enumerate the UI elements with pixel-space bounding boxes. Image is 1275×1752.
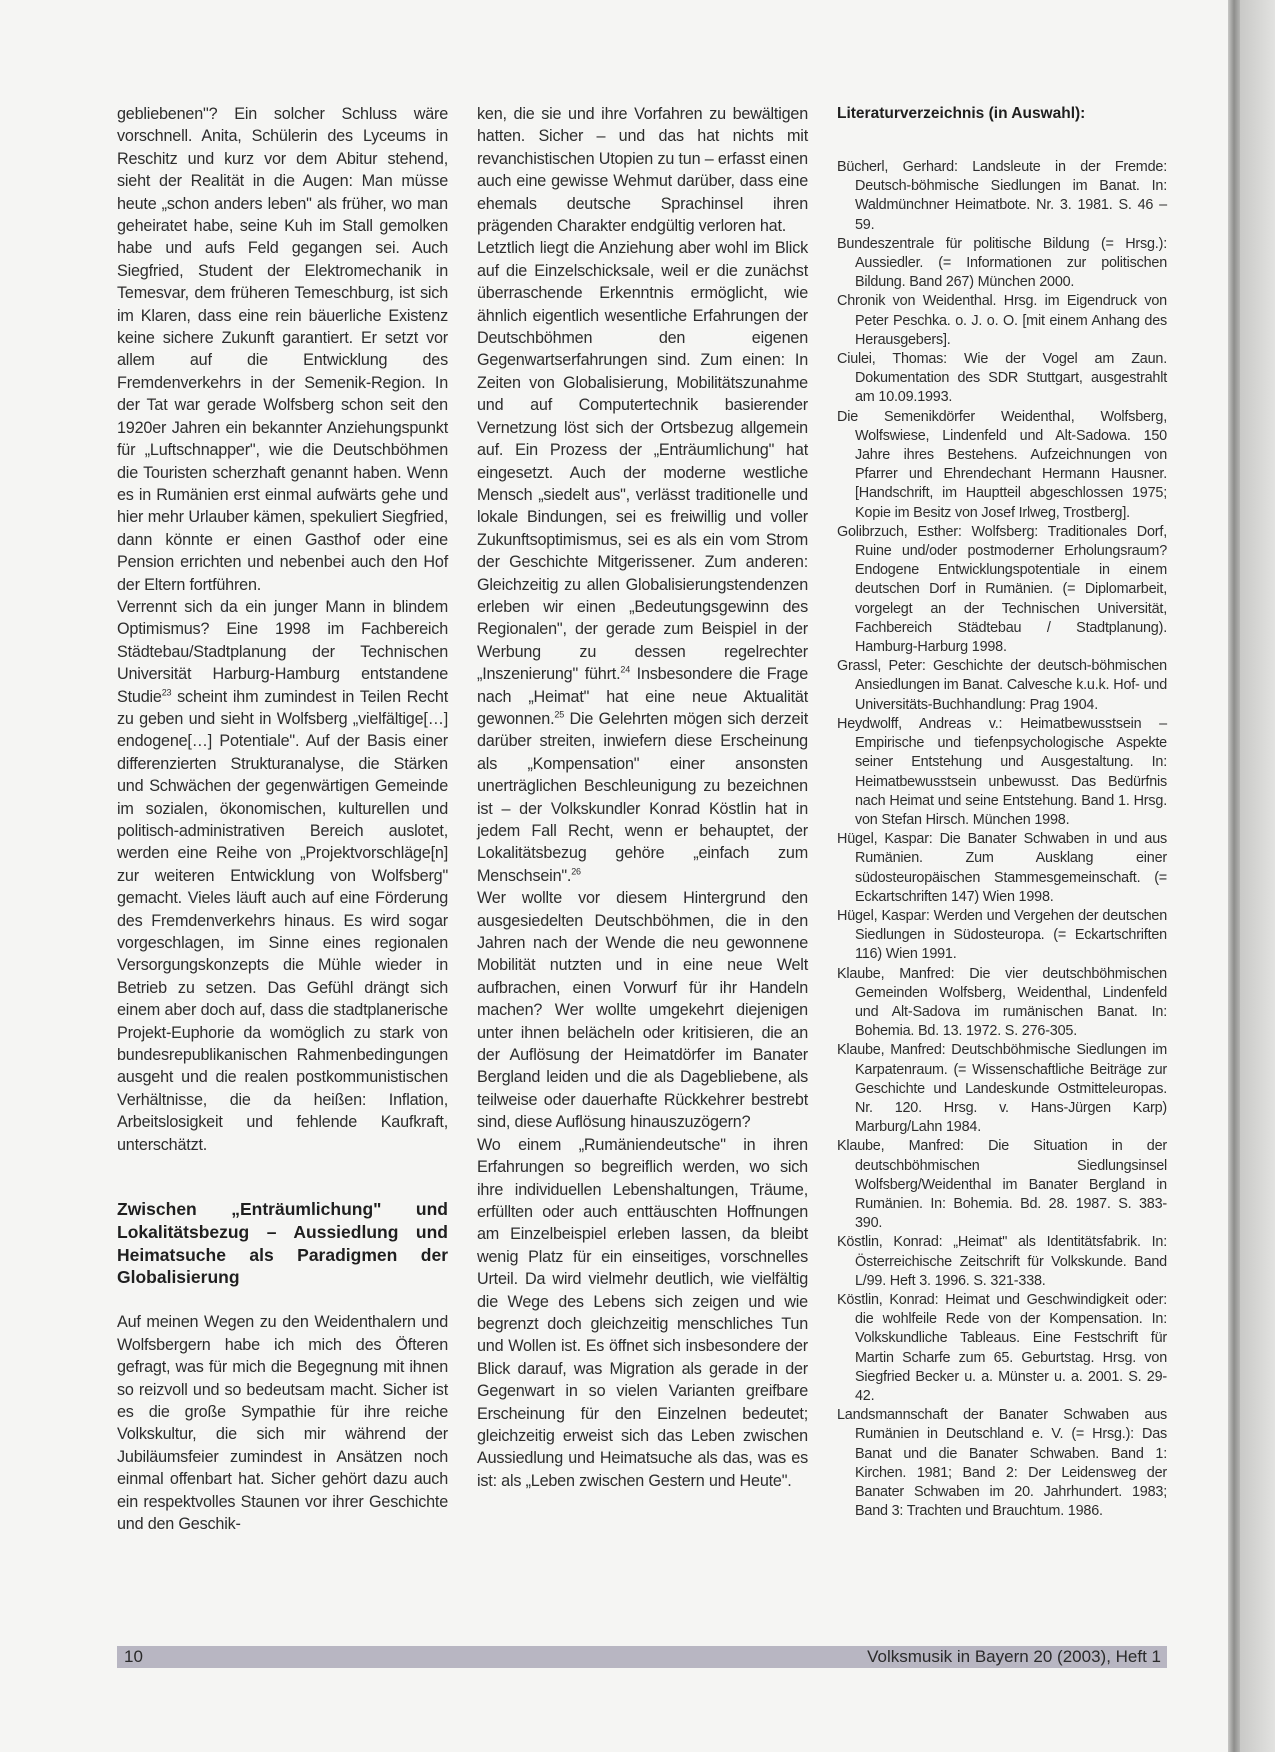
paragraph: gebliebenen"? Ein solcher Schluss wäre vorschnell. Anita, Schülerin des Lyceums in Reschitz und kurz vor dem Abitur stehend, sieht der Realität in die Augen: Man müsse heute „schon anders leben" als früher, wo man geheiratet habe, seine Kuh im Stall gemolken habe und aufs Feld gegangen sei. Auch Siegfried, Student der Elektromechanik in Temesvar, dem früheren Temeschburg, ist sich im Klaren, dass eine rein bäuerliche Existenz keine sichere Zukunft garantiert. Er setzt vor allem auf die Entwicklung des Fremdenverkehrs in der Semenik-Region. In der Tat war gerade Wolfsberg schon seit den 1920er Jahren ein bekannter Anziehungspunkt für „Luftschnapper", wie die Deutschböhmen die Touristen scherzhaft genannt haben. Wenn es in Rumänien erst einmal aufwärts gehe und hier mehr Urlauber kämen, spekuliert Siegfried, dann könnte er einen Gasthof oder eine Pension errichten und nebenbei auch den Hof der Eltern fortführen. (117, 105, 448, 594)
paragraph-text: scheint ihm zumindest in Teilen Recht zu geben und sieht in Wolfsberg „vielfältige[…] endogene[…] Potentiale". Auf der Basis einer differenzierten Strukturanalyse, die Stärken und Schwächen der gegenwärtigen Gemeinde im sozialen, ökonomischen, kulturellen und politisch-administrativen Bereich auslotet, werden eine Reihe von „Projektvorschläge[n] zur weiteren Entwicklung von Wolfsberg" gemacht. Vieles läuft auch auf eine Förderung des Fremdenverkehrs hinaus. Es wird sogar vorgeschlagen, im Sinne eines regionalen Versorgungskonzepts die Mühle wieder in Betrieb zu setzen. Das Gefühl drängt sich einem aber doch auf, dass die stadtplanerische Projekt-Euphorie da womöglich zu stark von bundesrepublikanischen Rahmenbedingungen ausgeht und die realen postkommunistischen Verhältnisse, die da heißen: Inflation, Arbeitslosigkeit und fehlende Kaufkraft, unterschätzt. (117, 687, 448, 1154)
footnote-ref: 23 (161, 687, 172, 698)
bibliography-entry: Hügel, Kaspar: Die Banater Schwaben in und aus Rumänien. Zum Ausklang einer südosteuropäischen Stammesgemeinschaft. (= Eckartschriften 147) Wien 1998. (837, 831, 1167, 905)
bibliography-entry: Golibrzuch, Esther: Wolfsberg: Traditionales Dorf, Ruine und/oder postmoderner Erholungsraum? Endogene Entwicklungspotentiale in einem deutschen Dorf in Rumänien. (= Diplomarbeit, vorgelegt an der Technischen Universität, Fachbereich Städtebau / Stadtplanung). Hamburg-Harburg 1998. (837, 523, 1167, 656)
bibliography-entry: Die Semenikdörfer Weidenthal, Wolfsberg, Wolfswiese, Lindenfeld und Alt-Sadowa. 150 Jahre ihres Bestehens. Aufzeichnungen von Pfarrer und Ehrendechant Hermann Hausner. [Handschrift, im Hauptteil abgeschlossen 1975; Kopie im Besitz von Josef Irlweg, Trostberg]. (837, 408, 1167, 521)
paragraph (477, 237, 808, 887)
bibliography-entry: Köstlin, Konrad: „Heimat" als Identitätsfabrik. In: Österreichische Zeitschrift für Volkskunde. Band L/99. Heft 3. 1996. S. 321-338. (837, 1234, 1167, 1289)
bibliography-entry: Hügel, Kaspar: Werden und Vergehen der deutschen Siedlungen in Südosteuropa. (= Eckartschriften 116) Wien 1991. (837, 907, 1167, 963)
paragraph-text: Insbesondere die Frage nach „Heimat" hat eine neue Aktualität gewonnen. (477, 665, 808, 728)
paragraph: Wer wollte vor diesem Hintergrund den ausgesiedelten Deutschböhmen, die in den Jahren nach der Wende die neu gewonnene Mobilität nutzten und in eine neue Welt aufbrachen, einen Vorwurf für ihr Handeln machen? Wer wollte umgekehrt diejenigen unter ihnen belächeln oder kritisieren, die an der Auflösung der Heimatdörfer im Banater Bergland leiden und die als Dagebliebene, als teilweise oder dauerhafte Rückkehrer bestrebt sind, diese Auflösung hinauszuzögern? (477, 889, 808, 1132)
page-footer (117, 1646, 1167, 1668)
paragraph: ken, die sie und ihre Vorfahren zu bewältigen hatten. Sicher – und das hat nichts mit revanchistischen Utopien zu tun – erfasst einen auch eine gewisse Wehmut darüber, dass eine ehemals deutsche Sprachinsel ihren prägenden Charakter endgültig verloren hat. (477, 105, 808, 236)
bibliography-entry: Klaube, Manfred: Die vier deutschböhmischen Gemeinden Wolfsberg, Weidenthal, Lindenfeld und Alt-Sadova im rumänischen Banat. In: Bohemia. Bd. 13. 1972. S. 276-305. (837, 965, 1167, 1040)
bibliography-entry: Klaube, Manfred: Deutschböhmische Siedlungen im Karpatenraum. (= Wissenschaftliche Beiträge zur Geschichte und Landeskunde Ostmitteleuropas. Nr. 120. Hrsg. v. Hans-Jürgen Karp) Marburg/Lahn 1984. (837, 1042, 1167, 1136)
page-number: 10 (124, 1647, 143, 1666)
journal-citation: Volksmusik in Bayern 20 (2003), Heft 1 (867, 1647, 1161, 1666)
footnote-ref: 25 (554, 709, 565, 720)
paragraph-text: Verrennt sich da ein junger Mann in blindem Optimismus? Eine 1998 im Fachbereich Städtebau/Stadtplanung der Technischen Universität Harburg-Hamburg entstandene Studie (117, 597, 448, 706)
paragraph-text: Letztlich liegt die Anziehung aber wohl im Blick auf die Einzelschicksale, weil er die zunächst überraschende Erkenntnis ermöglicht, wie ähnlich eigentlich wesentliche Erfahrungen der Deutschböhmen den eigenen Gegenwartserfahrungen sind. Zum einen: In Zeiten von Globalisierung, Mobilitätszunahme und auf Computertechnik basierender Vernetzung löst sich der Ortsbezug allgemein auf. Ein Prozess der „Enträumlichung" hat eingesetzt. Auch der moderne westliche Mensch „siedelt aus", verlässt traditionelle und lokale Bindungen, sei es freiwillig und voller Zukunftsoptimismus, sei es als ein vom Strom der Geschichte Mitgerissener. Zum anderen: Gleichzeitig zu allen Globalisierungstendenzen erleben wir einen „Bedeutungsgewinn des Regionalen", der gerade zum Beispiel in der Werbung zu dessen regelrechter „Inszenierung" führt. (477, 239, 808, 684)
bibliography-entry: Köstlin, Konrad: Heimat und Geschwindigkeit oder: die wohlfeile Rede von der Kompensation. In: Volkskundliche Tableaus. Eine Festschrift für Martin Scharfe zum 65. Geburtstag. Hrsg. von Siegfried Becker u. a. Münster u. a. 2001. S. 29-42. (837, 1291, 1167, 1404)
page-gutter-shadow (1228, 0, 1240, 1752)
bibliography-entry: Ciulei, Thomas: Wie der Vogel am Zaun. Dokumentation des SDR Stuttgart, ausgestrahlt am 10.09.1993. (837, 351, 1167, 406)
paragraph: Wo einem „Rumäniendeutsche" in ihren Erfahrungen so begreiflich werden, wo sich ihre individuellen Lebenshaltungen, Träume, erfüllten oder auch enttäuschten Hoffnungen am Einzelbeispiel erleben lassen, da bleibt wenig Platz für ein einseitiges, vorschnelles Urteil. Da wird vielmehr deutlich, wie vielfältig die Wege des Lebens sich zeigen und wie begrenzt doch gleichzeitig menschliches Tun und Wollen ist. Es öffnet sich insbesondere der Blick darauf, was Migration als gerade in der Gegenwart in so vielen Varianten greifbare Erscheinung für den Einzelnen bedeutet; gleichzeitig erweist sich das Leben zwischen Aussiedlung und Heimatsuche als das, was es ist: als „Leben zwischen Gestern und Heute". (477, 1135, 808, 1490)
footnote-ref: 24 (620, 664, 631, 675)
paragraph (117, 596, 448, 1156)
bibliography-entry: Landsmannschaft der Banater Schwaben aus Rumänien in Deutschland e. V. (= Hrsg.): Das Banat und die Banater Schwaben. Band 1: Kirchen. 1981; Band 2: Der Leidensweg der Banater Schwaben im 20. Jahrhundert. 1983; Band 3: Trachten und Brauchtum. 1986. (837, 1407, 1167, 1520)
text-column-left (117, 103, 448, 1535)
text-column-middle (477, 103, 808, 1492)
bibliography-list (837, 158, 1167, 1521)
paragraph-text: Die Gelehrten mögen sich derzeit darüber streiten, inwiefern diese Erscheinung als „Kompensation" einer ansonsten unerträglichen Beschleunigung zu bezeichnen ist – der Volkskundler Konrad Köstlin hat in jedem Fall Recht, wenn er behauptet, der Lokalitätsbezug gehöre „einfach zum Menschsein". (477, 709, 808, 885)
paragraph: Auf meinen Wegen zu den Weidenthalern und Wolfsbergern habe ich mich des Öfteren gefragt, was für mich die Begegnung mit ihnen so reizvoll und so bedeutsam macht. Sicher ist es die große Sympathie für ihre reiche Volkskultur, die sich mir während der Jubiläumsfeier zumindest in Ansätzen noch einmal offenbart hat. Sicher gehört dazu auch ein respektvolles Staunen vor ihrer Geschichte und den Geschik- (117, 1313, 448, 1533)
bibliography-entry: Grassl, Peter: Geschichte der deutsch-böhmischen Ansiedlungen im Banat. Calvesche k.u.k. Hof- und Universitäts-Buchhandlung: Prag 1904. (837, 658, 1167, 713)
bibliography-entry: Heydwolff, Andreas v.: Heimatbewusstsein – Empirische und tiefenpsychologische Aspekte seiner Entstehung und Ausgestaltung. In: Heimatbewusstsein unbewusst. Das Bedürfnis nach Heimat und seine Entstehung. Band 1. Hrsg. von Stefan Hirsch. München 1998. (837, 715, 1167, 828)
next-page-edge (1240, 0, 1275, 1752)
bibliography-entry: Bundeszentrale für politische Bildung (= Hrsg.): Aussiedler. (= Informationen zur politischen Bildung. Band 267) München 2000. (837, 235, 1167, 291)
bibliography-entry: Klaube, Manfred: Die Situation in der deutschböhmischen Siedlungsinsel Wolfsberg/Weidenthal im Banater Bergland in Rumänien. In: Bohemia. Bd. 28. 1987. S. 383-390. (837, 1138, 1167, 1232)
section-heading: Zwischen „Enträumlichung" und Lokalitätsbezug – Aussiedlung und Heimatsuche als Paradigmen der Globalisierung (117, 1199, 448, 1288)
bibliography-heading: Literaturverzeichnis (in Auswahl): (837, 105, 1086, 122)
bibliography-column (837, 104, 1167, 1521)
bibliography-entry: Chronik von Weidenthal. Hrsg. im Eigendruck von Peter Peschka. o. J. o. O. [mit einem Anhang des Herausgebers]. (837, 293, 1167, 348)
bibliography-entry: Bücherl, Gerhard: Landsleute in der Fremde: Deutsch-böhmische Siedlungen im Banat. In: Waldmünchner Heimatbote. Nr. 3. 1981. S. 46 – 59. (837, 159, 1167, 233)
footnote-ref: 26 (571, 866, 581, 877)
